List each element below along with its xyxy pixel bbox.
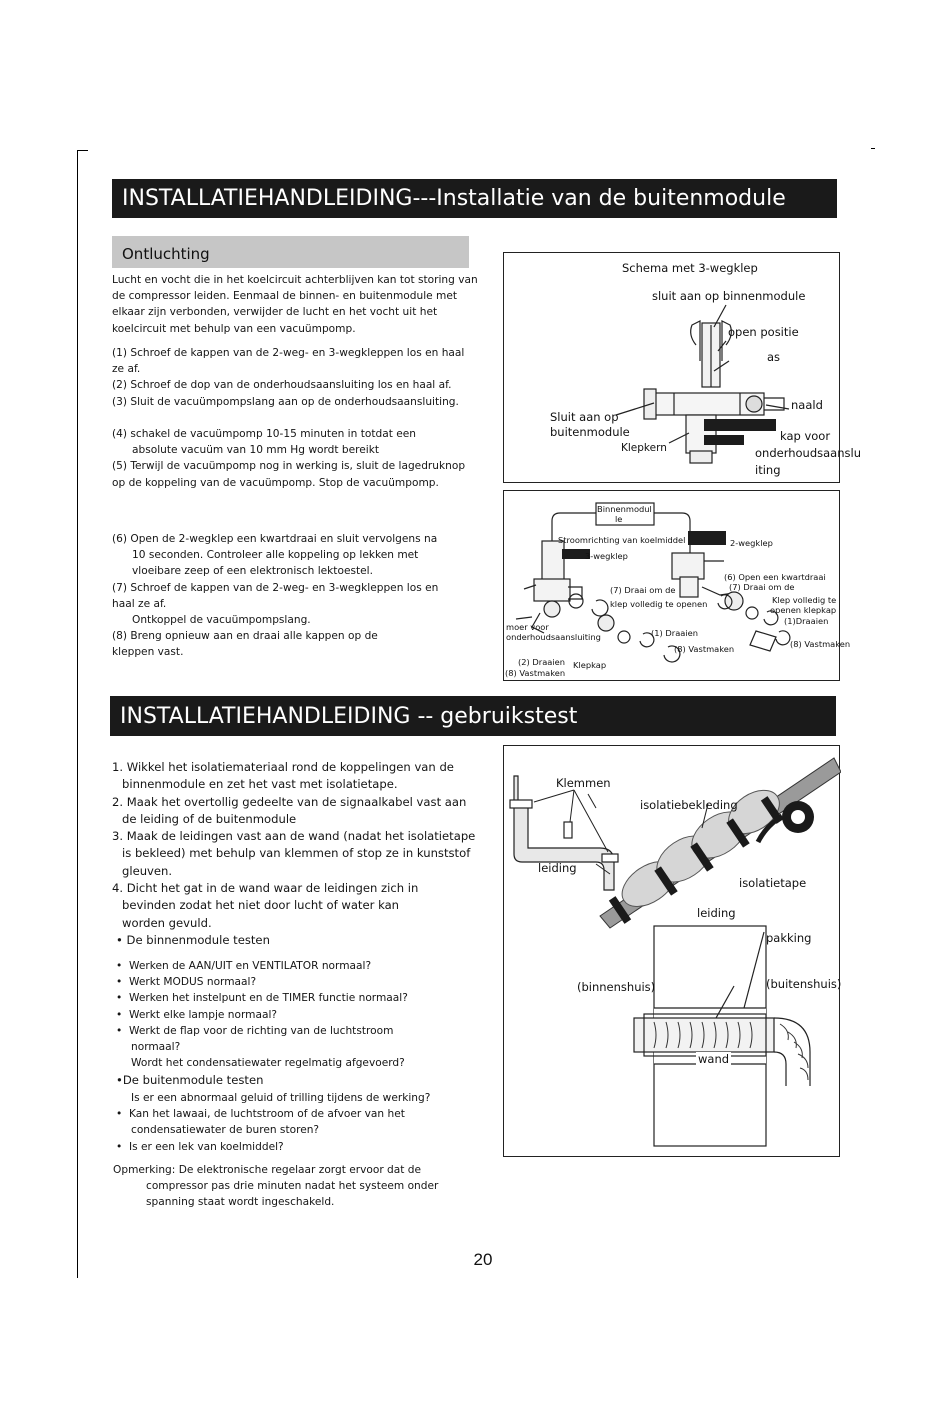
outdoor-checks bbox=[116, 1090, 486, 1155]
fig2-quarter-turn: (6) Open een kwartdraai bbox=[724, 572, 826, 582]
text-line: ze af. bbox=[112, 363, 141, 376]
fig3-insulation-tape: isolatietape bbox=[739, 876, 807, 890]
check-line: • Werkt de flap voor de richting van de luchtstroom bbox=[116, 1024, 394, 1037]
installation-banner-title: INSTALLATIEHANDLEIDING---Installatie van de buitenmodule bbox=[122, 186, 786, 211]
fig2-indoor-2: le bbox=[615, 514, 623, 524]
text-line: (2) Schroef de dop van de onderhoudsaansluiting los en haal af. bbox=[112, 379, 452, 392]
text-line: (5) Terwijl de vacuümpomp nog in werking is, sluit de lagedruknop bbox=[112, 460, 466, 473]
text-line: (1) Schroef de kappen van de 2-weg- en 3-wegkleppen los en haal bbox=[112, 347, 465, 359]
text-line: 2. Maak het overtollig gedeelte van de signaalkabel vast aan bbox=[112, 794, 467, 809]
ontluchting-heading-text: Ontluchting bbox=[122, 245, 210, 263]
fig2-tighten-2: (8) Vastmaken bbox=[674, 644, 735, 654]
fig2-turn-left-1: (7) Draai om de bbox=[610, 585, 676, 595]
label-service-cap-2: onderhoudsaanslu bbox=[755, 446, 861, 460]
text-line: Lucht en vocht die in het koelcircuit achterblijven kan tot storing van bbox=[112, 274, 478, 286]
test-banner bbox=[110, 696, 836, 736]
label-open-position: open positie bbox=[728, 325, 799, 339]
check-line: • Werkt MODUS normaal? bbox=[116, 976, 257, 989]
installation-banner bbox=[112, 179, 837, 218]
text-line: 1. Wikkel het isolatiemateriaal rond de koppelingen van de bbox=[112, 760, 454, 774]
text-line: compressor pas drie minuten nadat het systeem onder bbox=[146, 1180, 439, 1193]
fig3-pipe-right: leiding bbox=[697, 906, 736, 920]
fig2-turn-left-2: klep volledig te openen bbox=[610, 599, 708, 609]
fig3-wall: wand bbox=[698, 1052, 730, 1066]
check-text: Werken de AAN/UIT en VENTILATOR normaal? bbox=[128, 960, 372, 972]
check-text: Kan het lawaai, de luchtstroom of de afvoer van het bbox=[128, 1108, 405, 1121]
crop-mark-left-vertical bbox=[77, 150, 78, 1278]
page-number bbox=[0, 1250, 950, 1270]
ontluchting-heading bbox=[112, 236, 469, 268]
check-text: Werkt de flap voor de richting van de luchtstroom bbox=[128, 1024, 394, 1037]
check-text: Is er een lek van koelmiddel? bbox=[128, 1140, 284, 1153]
label-connect-outdoor-2: buitenmodule bbox=[550, 425, 630, 439]
fig3-clamps: Klemmen bbox=[556, 776, 611, 790]
check-text: condensatiewater de buren storen? bbox=[131, 1124, 320, 1137]
fig2-turn-7c: openen klepkap bbox=[770, 605, 837, 615]
check-line: • Werken het instelpunt en de TIMER functie normaal? bbox=[116, 992, 408, 1005]
text-line: binnenmodule en zet het vast met isolatietape. bbox=[122, 777, 398, 792]
check-text: Wordt het condensatiewater regelmatig afgevoerd? bbox=[131, 1057, 405, 1070]
fig2-bottom-2: (8) Vastmaken bbox=[505, 668, 566, 678]
check-line: • Kan het lawaai, de luchtstroom of de afvoer van het bbox=[116, 1108, 405, 1121]
indoor-checks bbox=[116, 958, 486, 1071]
indoor-test-heading: • De binnenmodule testen bbox=[116, 932, 270, 947]
label-service-cap-1: kap voor bbox=[780, 429, 831, 443]
fig2-nut-1: moer voor bbox=[506, 622, 549, 632]
text-line: elkaar zijn verbonden, verwijder de lucht en het vocht uit het bbox=[112, 306, 438, 319]
fig3-pipe-left: leiding bbox=[538, 861, 577, 875]
fig2-valve-cap: Klepkap bbox=[573, 660, 607, 670]
ontluchting-steps-1-3 bbox=[112, 345, 487, 410]
test-instructions bbox=[112, 759, 482, 949]
cap-bar-lower bbox=[704, 435, 744, 445]
check-line: • Werken de AAN/UIT en VENTILATOR normaal? bbox=[116, 960, 372, 972]
label-axis: as bbox=[767, 350, 781, 364]
fig2-two-way: 2-wegklep bbox=[730, 538, 773, 548]
ontluchting-steps-6-8 bbox=[112, 531, 487, 661]
page-number-text: 20 bbox=[473, 1250, 493, 1269]
text-line: Opmerking: De elektronische regelaar zorgt ervoor dat de bbox=[113, 1164, 422, 1176]
fig3-indoor: (binnenshuis) bbox=[577, 980, 656, 994]
text-line: (3) Sluit de vacuümpompslang aan op de onderhoudsaansluiting. bbox=[112, 395, 459, 408]
text-line: de leiding of de buitenmodule bbox=[122, 811, 297, 826]
remark bbox=[113, 1162, 483, 1211]
fig2-nut-2: onderhoudsaansluiting bbox=[506, 632, 601, 642]
text-line: worden gevuld. bbox=[122, 915, 212, 930]
label-connect-indoor: sluit aan op binnenmodule bbox=[652, 289, 806, 303]
text-line: bevinden zodat het niet door lucht of water kan bbox=[122, 898, 400, 913]
test-banner-title: INSTALLATIEHANDLEIDING -- gebruikstest bbox=[120, 703, 578, 729]
three-way-valve-figure bbox=[503, 252, 861, 483]
fig2-right-2: (8) Vastmaken bbox=[790, 639, 851, 649]
ontluchting-intro bbox=[112, 272, 487, 337]
crop-mark-left-horizontal bbox=[77, 150, 88, 151]
fig2-turn-7b: Klep volledig te bbox=[772, 595, 837, 605]
text-line: gleuven. bbox=[122, 863, 173, 878]
check-text: Is er een abnormaal geluid of trilling tijdens de werking? bbox=[131, 1092, 431, 1104]
label-connect-outdoor-1: Sluit aan op bbox=[550, 410, 619, 424]
check-text: normaal? bbox=[131, 1041, 181, 1054]
text-line: is bekleed) met behulp van klemmen of stop ze in kunststof bbox=[122, 846, 471, 861]
text-line: spanning staat wordt ingeschakeld. bbox=[146, 1196, 335, 1209]
check-text: Werkt elke lampje normaal? bbox=[128, 1008, 278, 1021]
fig2-turn-7a: (7) Draai om de bbox=[729, 582, 795, 592]
fig2-three-way: 3-wegklep bbox=[585, 551, 628, 561]
label-needle: naald bbox=[791, 398, 823, 412]
text-line: koelcircuit met behulp van een vacuümpomp. bbox=[112, 322, 356, 335]
fig3-outdoor: (buitenshuis) bbox=[766, 977, 842, 991]
text-line: (7) Schroef de kappen van de 2-weg- en 3-wegkleppen los en bbox=[112, 581, 439, 594]
text-line: op de koppeling van de vacuümpomp. Stop de vacuümpomp. bbox=[112, 476, 439, 489]
valve-schema-title: Schema met 3-wegklep bbox=[622, 261, 758, 275]
text-line: kleppen vast. bbox=[112, 646, 184, 659]
valve-operation-figure bbox=[503, 490, 851, 681]
check-text: Werken het instelpunt en de TIMER functie normaal? bbox=[128, 992, 408, 1005]
check-line: • Is er een lek van koelmiddel? bbox=[116, 1140, 284, 1153]
text-line: Ontkoppel de vacuümpompslang. bbox=[132, 614, 311, 627]
indoor-test-heading-text: De binnenmodule testen bbox=[126, 932, 270, 947]
text-line: haal ze af. bbox=[112, 597, 167, 610]
crop-mark-right bbox=[871, 148, 875, 149]
two-way-marker bbox=[688, 531, 726, 545]
text-line: vloeibare zeep of een elektronisch lektoestel. bbox=[132, 565, 373, 578]
fig2-bottom-1: (2) Draaien bbox=[518, 657, 566, 667]
label-valve-core: Klepkern bbox=[621, 442, 667, 454]
outdoor-test-heading bbox=[116, 1072, 486, 1089]
outdoor-test-heading-line: •De buitenmodule testen bbox=[116, 1073, 264, 1087]
text-line: 10 seconden. Controleer alle koppeling op lekken met bbox=[132, 549, 419, 562]
fig3-insulation-cover: isolatiebekleding bbox=[640, 798, 738, 812]
check-text: Werkt MODUS normaal? bbox=[128, 976, 257, 989]
insulation-wall-figure bbox=[503, 745, 840, 1157]
label-service-cap-3: iting bbox=[755, 463, 781, 477]
fig2-indoor-1: Binnenmodul bbox=[597, 504, 652, 514]
fig2-flow: Stroomrichting van koelmiddel bbox=[558, 535, 686, 545]
text-line: de compressor leiden. Eenmaal de binnen- en buitenmodule met bbox=[112, 290, 458, 303]
check-line: • Werkt elke lampje normaal? bbox=[116, 1008, 278, 1021]
text-line: absolute vacuüm van 10 mm Hg wordt bereikt bbox=[132, 444, 380, 457]
text-line: (6) Open de 2-wegklep een kwartdraai en sluit vervolgens na bbox=[112, 533, 438, 545]
ontluchting-steps-4-5 bbox=[112, 426, 487, 491]
fig2-right-1: (1)Draaien bbox=[784, 616, 829, 626]
text-line: 3. Maak de leidingen vast aan de wand (nadat het isolatietape bbox=[112, 829, 476, 844]
fig3-gasket: pakking bbox=[766, 931, 812, 945]
fig2-tighten-1: (1) Draaien bbox=[651, 628, 699, 638]
text-line: 4. Dicht het gat in de wand waar de leidingen zich in bbox=[112, 881, 419, 896]
text-line: (8) Breng opnieuw aan en draai alle kappen op de bbox=[112, 630, 378, 643]
cap-bar-upper bbox=[704, 419, 776, 431]
outdoor-test-heading-text: De buitenmodule testen bbox=[122, 1073, 264, 1087]
text-line: (4) schakel de vacuümpomp 10-15 minuten in totdat een bbox=[112, 428, 416, 440]
